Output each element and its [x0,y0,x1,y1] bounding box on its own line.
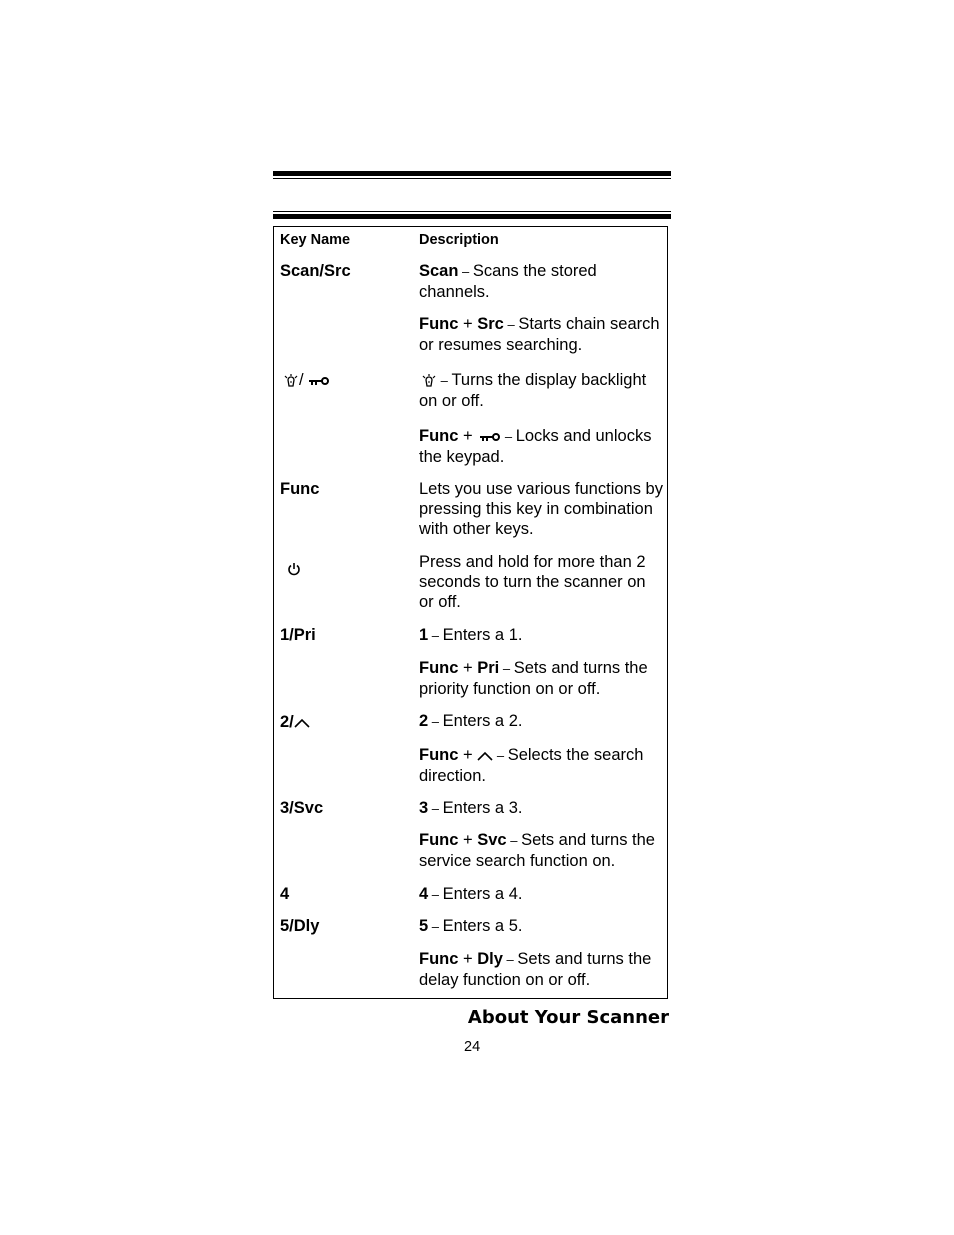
column-header-key-name: Key Name [280,232,351,248]
desc-func-lock: Func + – Locks and unlocks the keypad. [419,427,652,466]
column-header-description: Description [419,232,499,248]
section-title: About Your Scanner [467,1007,669,1028]
backlight-icon [421,373,437,389]
key-2-up: 2/ [280,712,310,732]
lock-key-icon [308,375,330,387]
key-1-pri: 1/Pri [280,626,316,644]
desc-backlight: – Turns the display backlight on or off. [419,371,647,410]
key-5-dly: 5/Dly [280,917,320,935]
lock-key-icon [479,431,501,443]
top-rule-thick [273,171,671,176]
desc-power: Press and hold for more than 2 seconds to turn the scanner on or off. [419,553,646,611]
desc-4: 4 – Enters a 4. [419,885,523,903]
caret-up-icon [294,717,310,729]
desc-scan: Scan – Scans the stored channels. [419,262,597,301]
desc-func: Lets you use various functions by pressing this key in combination with other keys. [419,480,663,538]
key-backlight-lock: / [280,370,330,390]
key-scan-src: Scan/Src [280,262,351,280]
key-4: 4 [280,885,290,903]
power-icon [286,561,302,577]
table-rule-thin [273,211,671,212]
backlight-icon [283,373,299,389]
desc-3: 3 – Enters a 3. [419,799,523,817]
desc-2: 2 – Enters a 2. [419,712,523,730]
desc-func-dly: Func + Dly – Sets and turns the delay function on or off. [419,950,652,989]
page-number: 24 [464,1039,481,1055]
key-func: Func [280,480,320,498]
desc-1: 1 – Enters a 1. [419,626,523,644]
desc-func-svc: Func + Svc – Sets and turns the service search function on. [419,831,655,870]
caret-up-icon [477,750,493,762]
top-rule-thin [273,178,671,179]
desc-func-up: Func + – Selects the search direction. [419,746,644,785]
desc-func-pri: Func + Pri – Sets and turns the priority function on or off. [419,659,648,698]
key-3-svc: 3/Svc [280,799,324,817]
desc-func-src: Func + Src – Starts chain search or resumes searching. [419,315,660,354]
key-power [280,558,302,578]
table-rule-thick [273,214,671,219]
desc-5: 5 – Enters a 5. [419,917,523,935]
